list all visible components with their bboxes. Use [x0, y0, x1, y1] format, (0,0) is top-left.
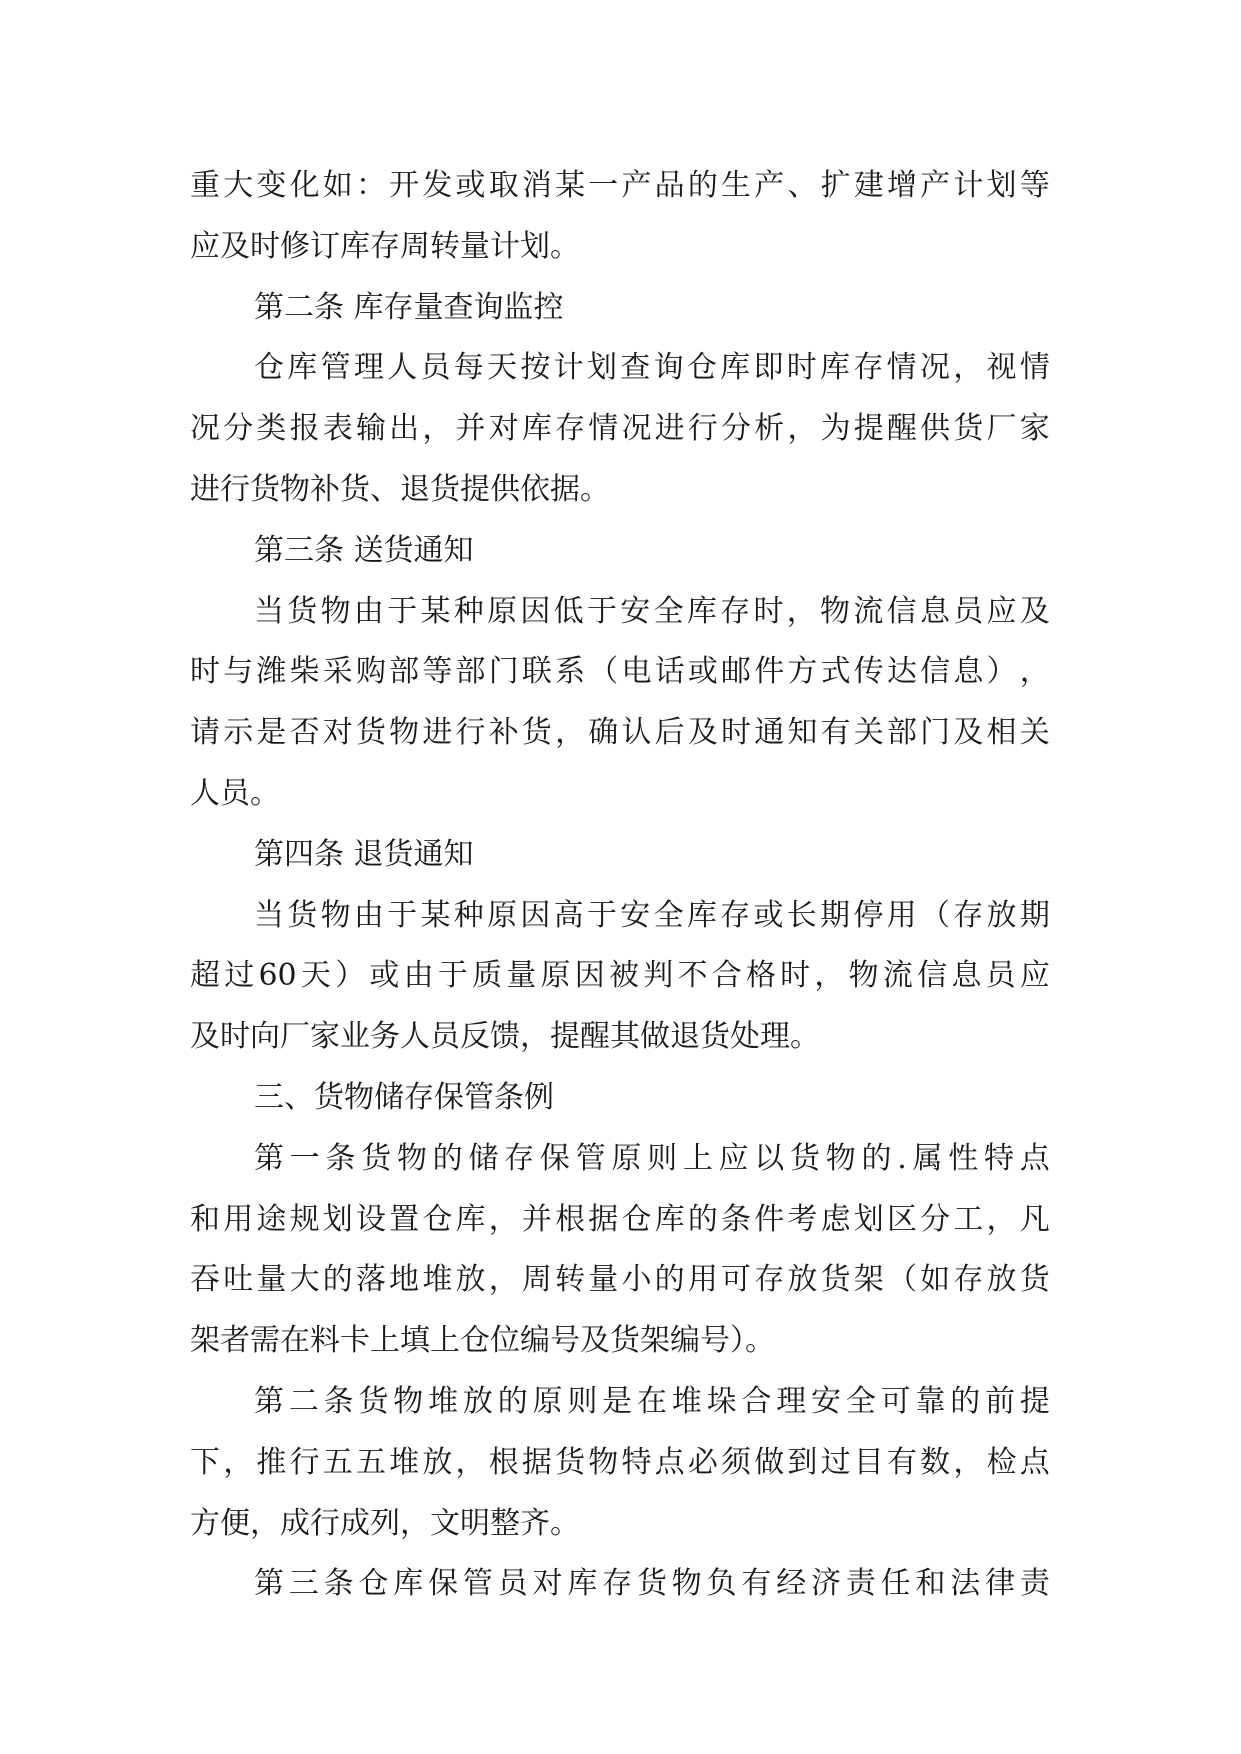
text-line: 当 货 物 由 于 某 种 原 因 低 于 安 全 库 存 时 ， 物 流 信 息 员 应 及 [254, 593, 1050, 629]
text-line: 第 一 条 货 物 的 储 存 保 管 原 则 上 应 以 货 物 的 . 属 性 特 点 [254, 1140, 1050, 1176]
text-line: 第 三 条 仓 库 保 管 员 对 库 存 货 物 负 有 经 济 责 任 和 法 律 责 [254, 1566, 1050, 1602]
text-line: 和 用 途 规 划 设 置 仓 库 ， 并 根 据 仓 库 的 条 件 考 虑 划 区 分 工 ， 凡 [190, 1201, 1050, 1237]
text-line: 第二条 库存量查询监控 [254, 289, 564, 325]
text-line: 方便，成行成列，文明整齐。 [190, 1505, 580, 1541]
document-body [190, 156, 1050, 1615]
text-line: 超 过 60 天 ） 或 由 于 质 量 原 因 被 判 不 合 格 时 ， 物 流 信 息 员 应 [190, 958, 1050, 994]
text-line: 请 示 是 否 对 货 物 进 行 补 货 ， 确 认 后 及 时 通 知 有 关 部 门 及 相 关 [190, 715, 1050, 751]
text-line: 及时向厂家业务人员反馈，提醒其做退货处理。 [190, 1019, 820, 1055]
text-line: 时 与 潍 柴 采 购 部 等 部 门 联 系 （ 电 话 或 邮 件 方 式 传 达 信 息 ） ， [190, 654, 1050, 690]
text-line: 人员。 [190, 775, 280, 811]
text-line: 仓 库 管 理 人 员 每 天 按 计 划 查 询 仓 库 即 时 库 存 情 况 ， 视 情 [254, 350, 1050, 386]
text-line: 第三条 送货通知 [254, 532, 474, 568]
text-line: 进行货物补货、退货提供依据。 [190, 471, 610, 507]
text-line: 三、货物储存保管条例 [254, 1079, 554, 1115]
text-line: 应及时修订库存周转量计划。 [190, 228, 580, 264]
text-line: 下 ， 推 行 五 五 堆 放 ， 根 据 货 物 特 点 必 须 做 到 过 目 有 数 ， 检 点 [190, 1444, 1050, 1480]
text-line: 重 大 变 化 如 ： 开 发 或 取 消 某 一 产 品 的 生 产 、 扩 建 增 产 计 划 等 [190, 168, 1050, 203]
text-line: 第 二 条 货 物 堆 放 的 原 则 是 在 堆 垛 合 理 安 全 可 靠 的 前 提 [254, 1383, 1050, 1419]
text-line: 吞 吐 量 大 的 落 地 堆 放 ， 周 转 量 小 的 用 可 存 放 货 架 （ 如 存 放 货 [190, 1262, 1050, 1298]
text-line: 架者需在料卡上填上仓位编号及货架编号）。 [190, 1323, 775, 1359]
text-line: 第四条 退货通知 [254, 836, 474, 872]
text-line: 当 货 物 由 于 某 种 原 因 高 于 安 全 库 存 或 长 期 停 用 （ 存 放 期 [254, 897, 1050, 933]
text-line: 况 分 类 报 表 输 出 ， 并 对 库 存 情 况 进 行 分 析 ， 为 提 醒 供 货 厂 家 [190, 411, 1050, 447]
